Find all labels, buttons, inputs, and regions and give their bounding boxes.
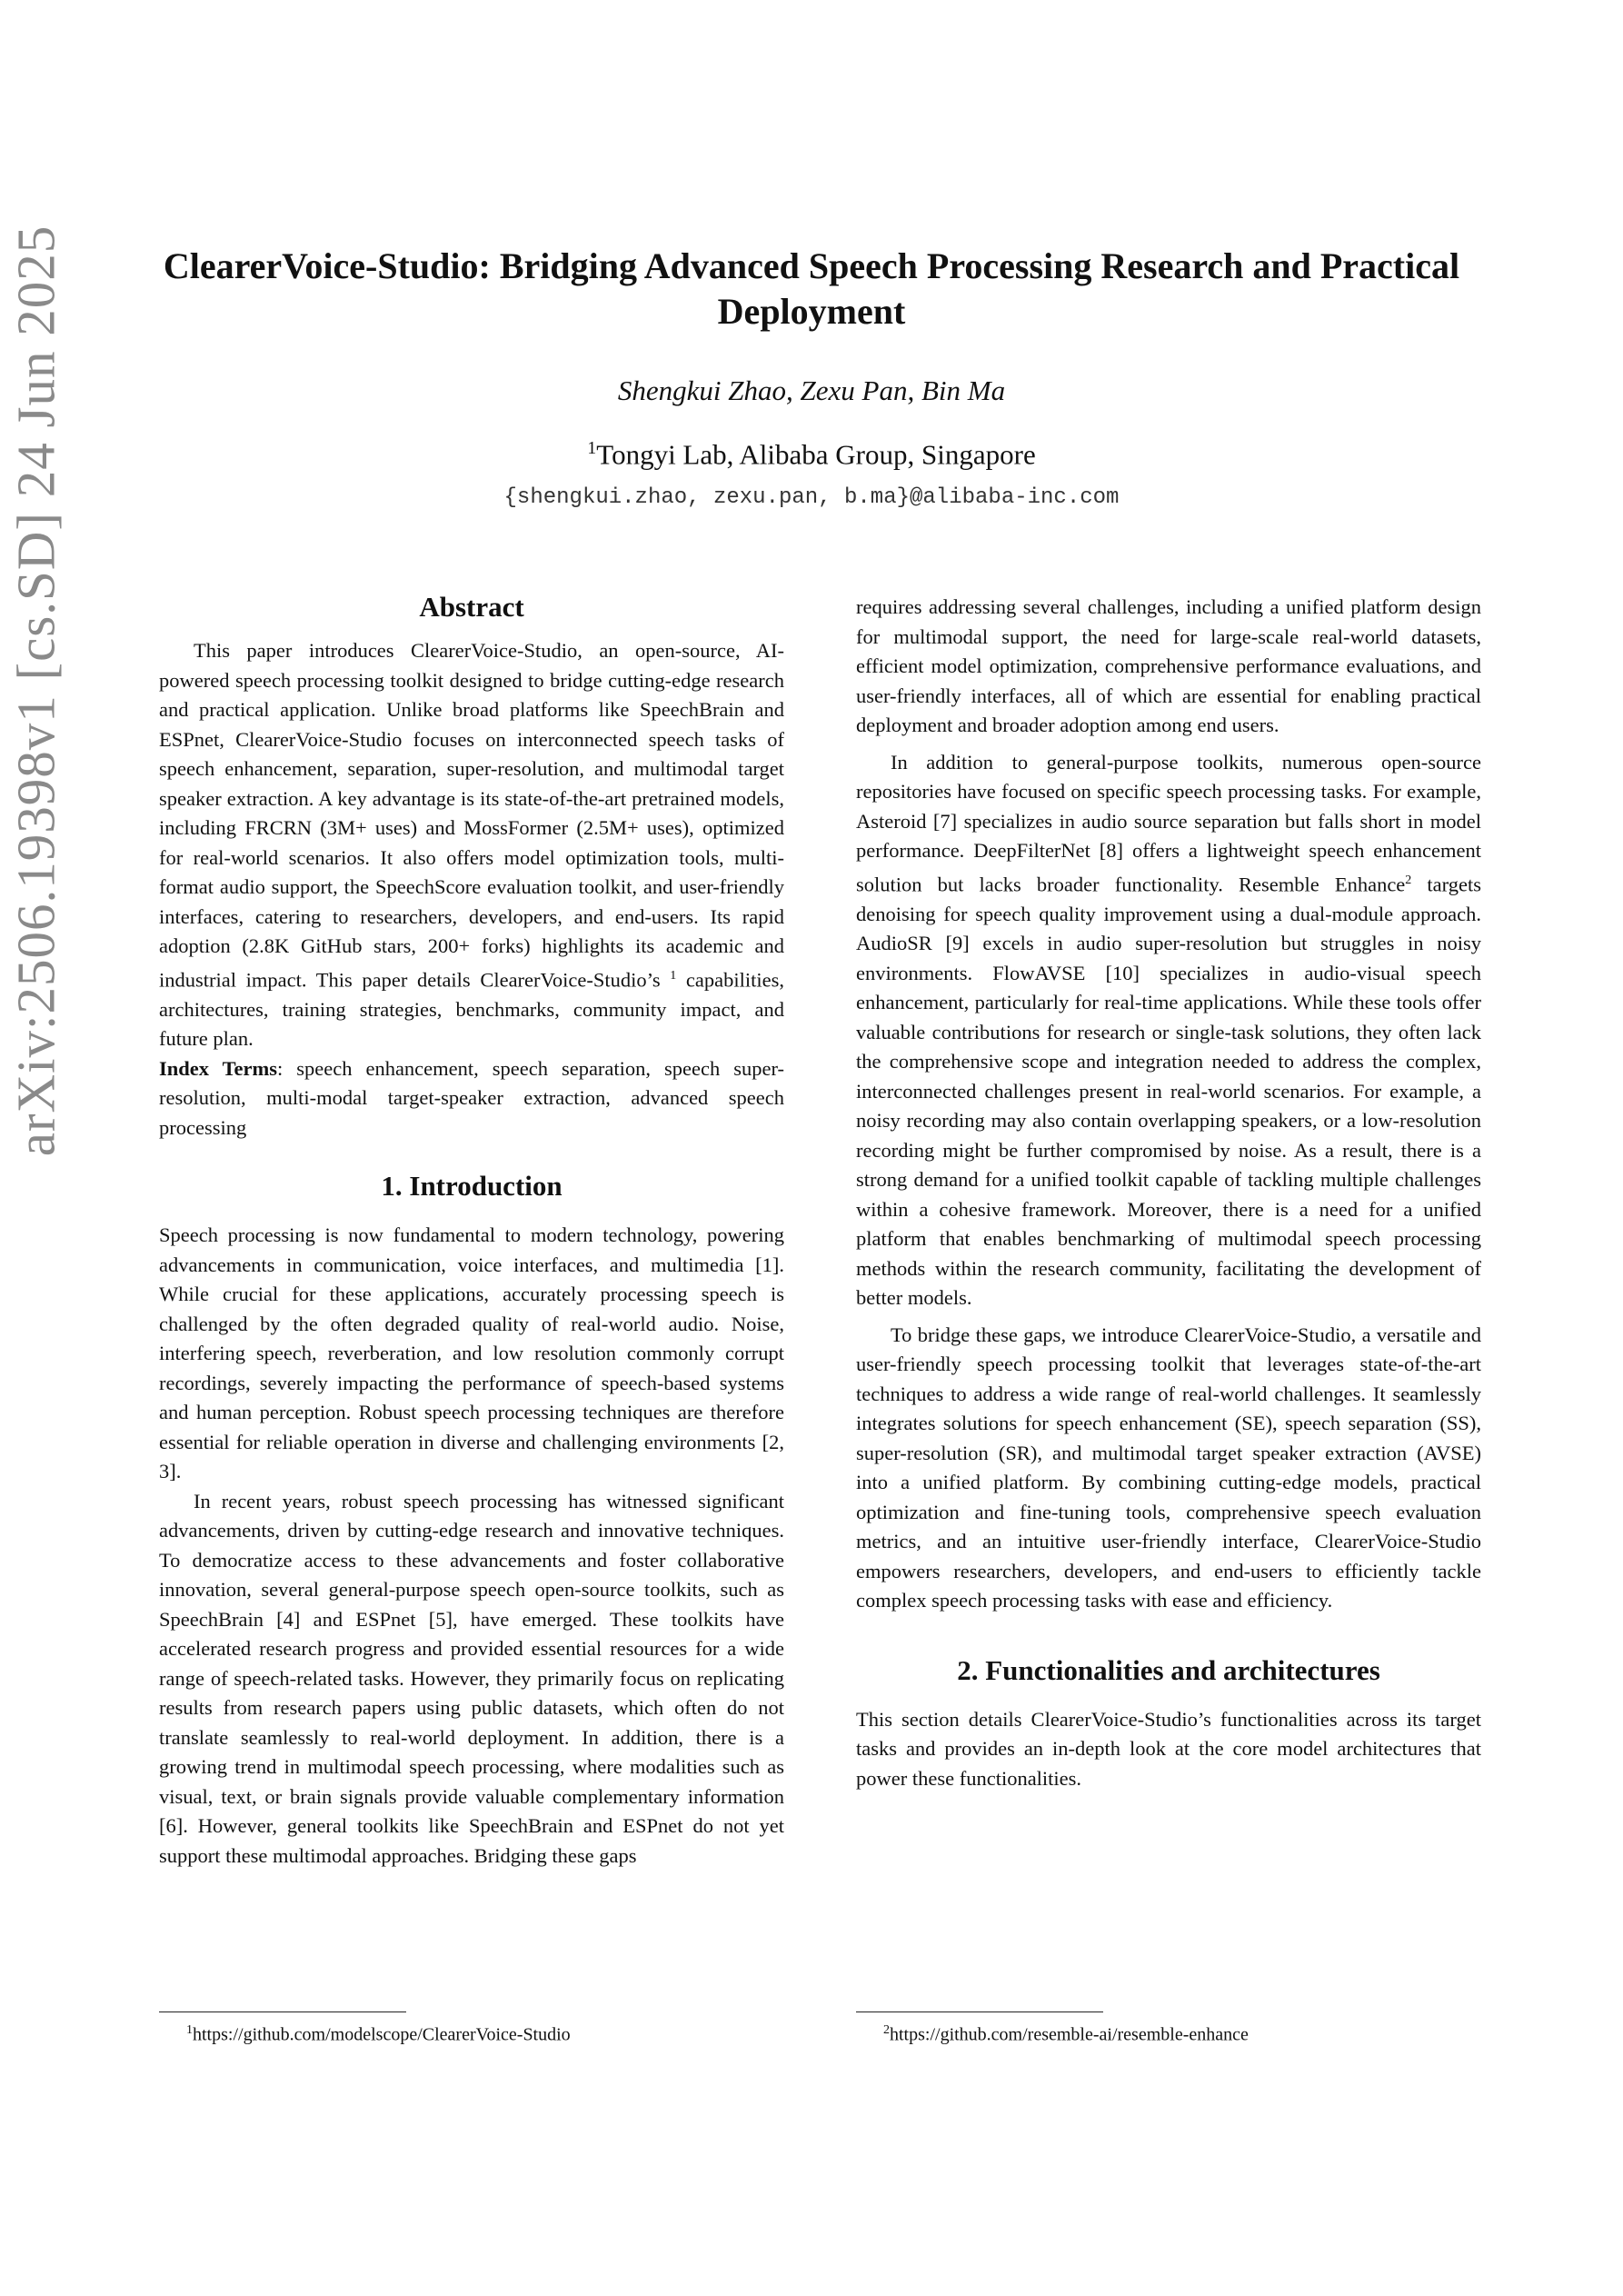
affiliation-mark: 1 (587, 438, 597, 458)
footnote-1-mark: 1 (186, 2023, 193, 2037)
footnote-1 (186, 2019, 571, 2047)
affiliation-text: Tongyi Lab, Alibaba Group, Singapore (596, 438, 1036, 471)
footnote-2-mark: 2 (883, 2023, 890, 2037)
intro-paragraph-3 (856, 748, 1481, 1313)
paper-title: ClearerVoice-Studio: Bridging Advanced Speech Processing Research and Practical Deployment (163, 245, 1460, 332)
intro-paragraph-3-part1: In addition to general-purpose toolkits, numerous open-source repositories have focused on specific speech processing tasks. For example, Asteroid [7] specializes in audio source separation but falls short in model performance. DeepFilterNet [8] offers a lightweight speech enhancement solution but lacks broader functionality. Resemble Enhance (856, 750, 1481, 895)
footnote-2-link[interactable]: https://github.com/resemble-ai/resemble-enhance (890, 2024, 1249, 2045)
paper-email: {shengkui.zhao, zexu.pan, b.ma}@alibaba-inc.com (503, 485, 1120, 510)
arxiv-identifier-text: arXiv:2506.19398v1 [cs.SD] 24 Jun 2025 (5, 225, 66, 1157)
intro-paragraph-2-continued: requires addressing several challenges, including a unified platform design for multimodal support, the need for large-scale real-world datasets, efficient model optimization, comprehensive performance evaluations, and user-friendly interfaces, all of which are essential for enabling practical deployment and broader adoption among end users. (856, 595, 1481, 736)
footnote-rule-left (159, 2011, 406, 2012)
footnote-1-link[interactable]: https://github.com/modelscope/ClearerVoice-Studio (193, 2024, 571, 2045)
left-column (159, 589, 784, 1871)
abstract-text-part1: This paper introduces ClearerVoice-Studio, an open-source, AI-powered speech processing toolkit designed to bridge cutting-edge research and practical application. Unlike broad platforms like SpeechBrain and ESPnet, ClearerVoice-Studio focuses on interconnected speech tasks of speech enhancement, separation, super-resolution, and multimodal target speaker extraction. A key advantage is its state-of-the-art pretrained models, including FRCRN (3M+ uses) and MossFormer (2.5M+ uses), optimized for real-world scenarios. It also offers model optimization tools, multi-format audio support, the SpeechScore evaluation toolkit, and user-friendly interfaces, catering to researchers, developers, and end-users. Its rapid adoption (2.8K GitHub stars, 200+ forks) highlights its academic and industrial impact. This paper details ClearerVoice-Studio’s (159, 639, 784, 991)
footnote-mark-1: 1 (670, 968, 677, 983)
index-terms-label: Index Terms (159, 1056, 278, 1080)
abstract-block (159, 636, 784, 1143)
right-column (856, 593, 1481, 1793)
section-heading-functionalities: 2. Functionalities and architectures (957, 1653, 1380, 1686)
intro-paragraph-4: To bridge these gaps, we introduce ClearerVoice-Studio, a versatile and user-friendly speech processing toolkit that leverages state-of-the-art techniques to address a wide range of real-world challenges. It seamlessly integrates solutions for speech enhancement (SE), speech separation (SS), super-resolution (SR), and multimodal target speaker extraction (AVSE) into a unified platform. By combining cutting-edge models, practical optimization and fine-tuning tools, comprehensive speech evaluation metrics, and an intuitive user-friendly interface, ClearerVoice-Studio empowers researchers, developers, and end-users to efficiently tackle complex speech processing tasks with ease and efficiency. (856, 1323, 1481, 1612)
section-heading-introduction: 1. Introduction (381, 1170, 563, 1202)
footnote-2 (883, 2019, 1249, 2047)
index-terms-text: : speech enhancement, speech separation, speech super-resolution, multi-modal target-speaker extraction, advanced speech processing (159, 1056, 784, 1139)
footnote-mark-2: 2 (1405, 873, 1412, 887)
paper-affiliation (159, 438, 1464, 471)
abstract-text-part2: capabilities, architectures, training strategies, benchmarks, community impact, and future plan. (159, 968, 784, 1050)
intro-paragraph-3-part2: targets denoising for speech quality improvement using a dual-module approach. AudioSR [9] excels in audio super-resolution but struggles in noisy environments. FlowAVSE [10] specializes in audio-visual speech enhancement, particularly for real-time applications. While these tools offer valuable contributions for research or single-task solutions, they often lack the comprehensive scope and integration needed to address the complex, interconnected challenges present in real-world scenarios. For example, a noisy recording may also contain overlapping speakers, or a low-resolution recording might be further compromised by noise. As a result, there is a strong demand for a unified toolkit capable of tackling multiple challenges within a cohesive framework. Moreover, there is a need for a unified platform that enables benchmarking of multimodal speech processing methods within the research community, facilitating the development of better models. (856, 873, 1481, 1309)
paper-authors: Shengkui Zhao, Zexu Pan, Bin Ma (617, 374, 1006, 406)
intro-paragraph-2: In recent years, robust speech processing has witnessed significant advancements, driven by cutting-edge research and innovative techniques. To democratize access to these advancements and foster collaborative innovation, several general-purpose speech open-source toolkits, such as SpeechBrain [4] and ESPnet [5], have emerged. These toolkits have accelerated research progress and provided essential resources for a wide range of speech-related tasks. However, they primarily focus on replicating results from research papers using public datasets, which often do not translate seamlessly to real-world deployment. In addition, there is a growing trend in multimodal speech processing, where modalities such as visual, text, or brain signals provide valuable complementary information [6]. However, general toolkits like SpeechBrain and ESPnet do not yet support these multimodal approaches. Bridging these gaps (159, 1489, 784, 1867)
intro-paragraph-1: Speech processing is now fundamental to modern technology, powering advancements in communication, voice interfaces, and multimedia [1]. While crucial for these applications, accurately processing speech is challenged by the often degraded quality of real-world audio. Noise, interfering speech, reverberation, and low resolution commonly corrupt recordings, severely impacting the performance of speech-based systems and human perception. Robust speech processing techniques are therefore essential for reliable operation in diverse and challenging environments [2, 3]. (159, 1223, 784, 1482)
index-terms (159, 1054, 784, 1143)
footnote-rule-right (856, 2011, 1103, 2012)
abstract-text (159, 636, 784, 1054)
abstract-heading: Abstract (419, 591, 524, 623)
section2-paragraph-1: This section details ClearerVoice-Studio’s functionalities across its target tasks and provides an in-depth look at the core model architectures that power these functionalities. (856, 1707, 1481, 1790)
